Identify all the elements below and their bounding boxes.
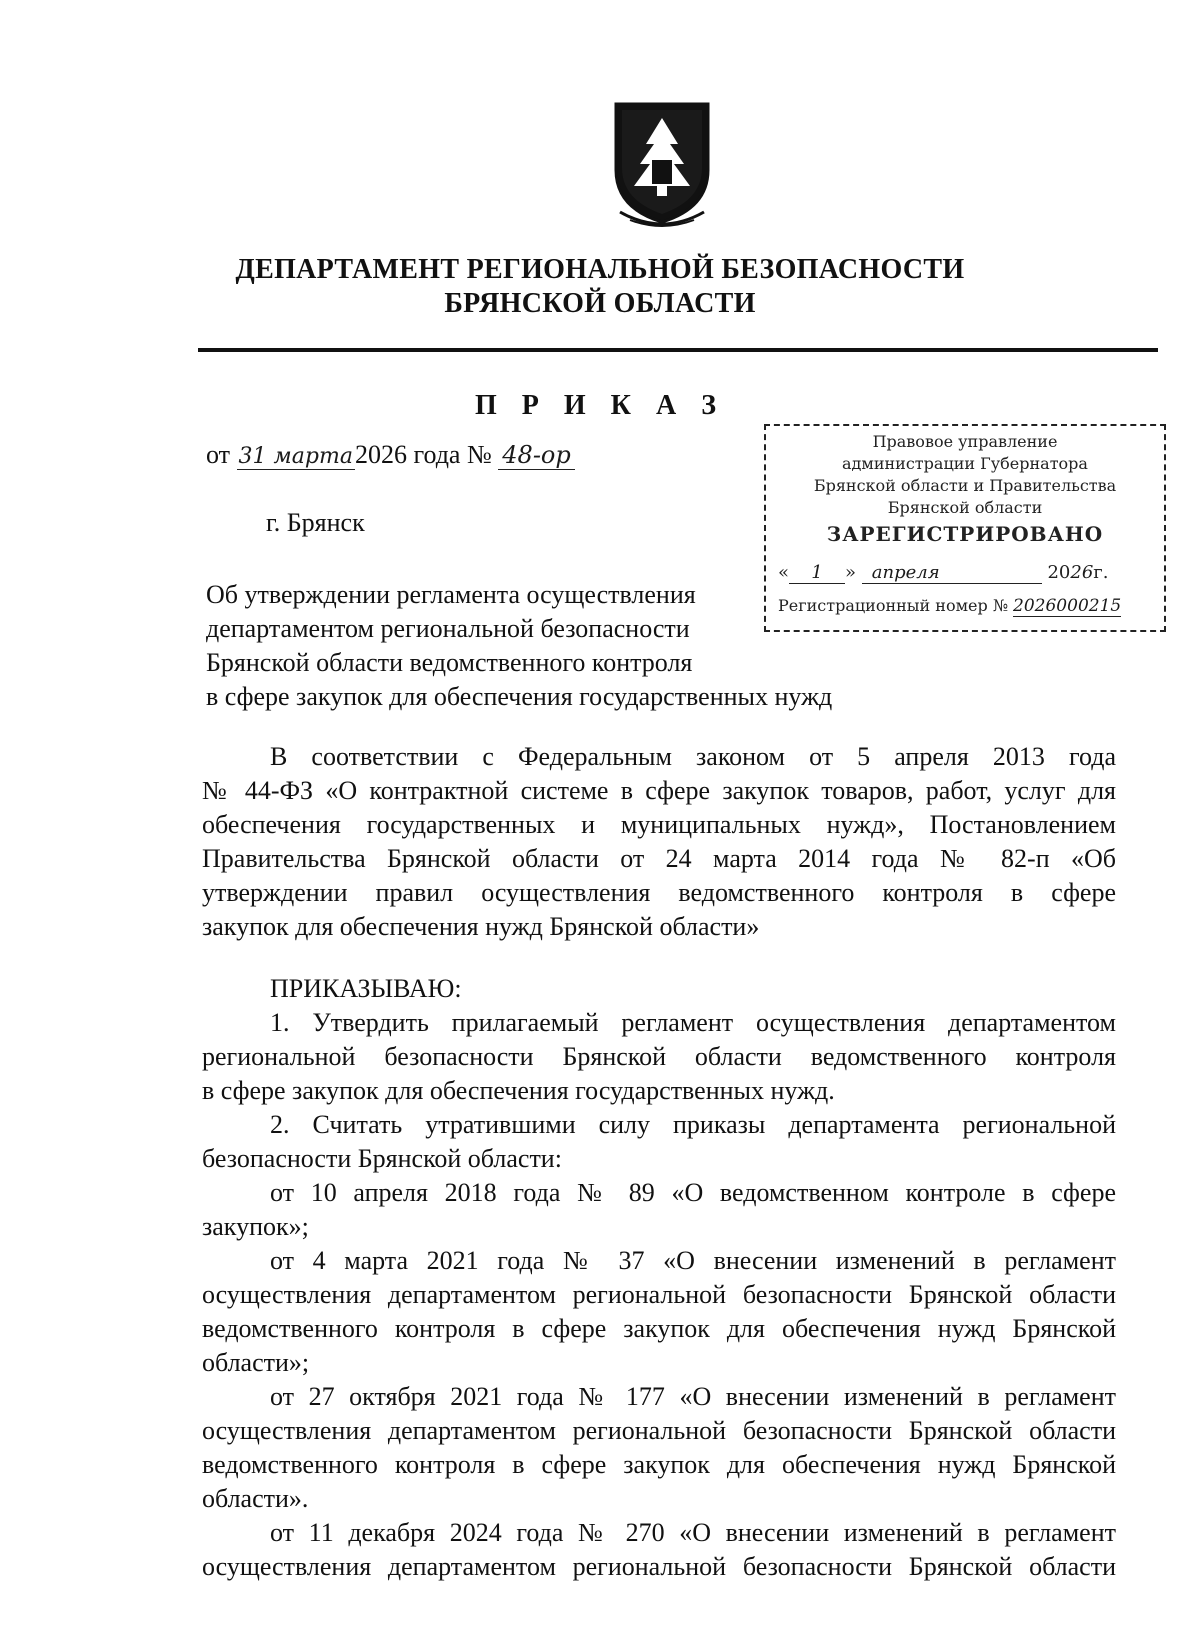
item-line: от 10 апреля 2018 года № 89 «О ведомственном контроле в сфере bbox=[270, 1178, 1116, 1207]
title-line: департаментом региональной безопасности bbox=[206, 614, 690, 643]
stamp-registered: ЗАРЕГИСТРИРОВАНО bbox=[826, 522, 1104, 546]
item-line: от 4 марта 2021 года № 37 «О внесении изменений в регламент bbox=[270, 1246, 1116, 1275]
item-line: ведомственного контроля в сфере закупок для обеспечения нужд Брянской bbox=[202, 1314, 1116, 1343]
stamp-line4: Брянской области bbox=[887, 498, 1043, 517]
item-line: от 27 октября 2021 года № 177 «О внесении изменений в регламент bbox=[270, 1382, 1116, 1411]
order-date-line bbox=[206, 440, 575, 470]
stamp-line1: Правовое управление bbox=[872, 432, 1058, 451]
stamp-year-prefix: 20 bbox=[1047, 562, 1071, 583]
item-line: от 11 декабря 2024 года № 270 «О внесении изменений в регламент bbox=[270, 1518, 1116, 1547]
item-line: ведомственного контроля в сфере закупок для обеспечения нужд Брянской bbox=[202, 1450, 1116, 1479]
item-line: региональной безопасности Брянской области ведомственного контроля bbox=[202, 1042, 1116, 1071]
item-line: области»; bbox=[202, 1348, 310, 1377]
stamp-year: 26 bbox=[1070, 562, 1094, 583]
department-title-line1: ДЕПАРТАМЕНТ РЕГИОНАЛЬНОЙ БЕЗОПАСНОСТИ bbox=[235, 254, 965, 285]
date-year: 2026 года № bbox=[354, 440, 492, 469]
stamp-day: 1 bbox=[789, 562, 845, 584]
preamble-line: закупок для обеспечения нужд Брянской области» bbox=[202, 912, 760, 941]
item-line: в сфере закупок для обеспечения государственных нужд. bbox=[202, 1076, 835, 1105]
order-word: ПРИКАЗЫВАЮ: bbox=[270, 974, 462, 1003]
preamble-line: обеспечения государственных и муниципальных нужд», Постановлением bbox=[202, 810, 1116, 839]
stamp-line2: администрации Губернатора bbox=[842, 454, 1088, 473]
preamble-line: Правительства Брянской области от 24 марта 2014 года № 82-п «Об bbox=[202, 844, 1116, 873]
header-divider bbox=[198, 348, 1158, 352]
stamp-line3: Брянской области и Правительства bbox=[813, 476, 1117, 495]
item-line: области». bbox=[202, 1484, 309, 1513]
date-prefix: от bbox=[206, 440, 231, 469]
item-line: безопасности Брянской области: bbox=[202, 1144, 562, 1173]
item-line: 2. Считать утратившими силу приказы департамента региональной bbox=[270, 1110, 1116, 1139]
stamp-reg-row bbox=[778, 596, 1156, 616]
stamp-date-row: « 1 » апреля 2026г. bbox=[778, 562, 1109, 583]
registration-stamp bbox=[764, 424, 1166, 632]
stamp-reg-number: 2026000215 bbox=[1013, 596, 1122, 616]
order-city: г. Брянск bbox=[266, 508, 365, 537]
item-line: закупок»; bbox=[202, 1212, 309, 1241]
item-line: осуществления департаментом региональной безопасности Брянской области bbox=[202, 1416, 1116, 1445]
stamp-year-suffix: г. bbox=[1093, 562, 1109, 583]
preamble-line: утверждении правил осуществления ведомственного контроля в сфере bbox=[202, 878, 1116, 907]
handwritten-order-number: 48-ор bbox=[498, 441, 574, 470]
title-line: Брянской области ведомственного контроля bbox=[206, 648, 693, 677]
coat-of-arms-emblem bbox=[610, 100, 714, 232]
item-line: 1. Утвердить прилагаемый регламент осуществления департаментом bbox=[270, 1008, 1116, 1037]
department-title-line2: БРЯНСКОЙ ОБЛАСТИ bbox=[444, 288, 756, 319]
title-line: в сфере закупок для обеспечения государственных нужд bbox=[206, 682, 833, 711]
preamble-line: В соответствии с Федеральным законом от 5 апреля 2013 года bbox=[270, 742, 1116, 771]
item-line: осуществления департаментом региональной безопасности Брянской области bbox=[202, 1280, 1116, 1309]
document-type-heading: П Р И К А З bbox=[475, 390, 725, 421]
stamp-reg-label: Регистрационный номер № bbox=[778, 596, 1008, 615]
item-line: осуществления департаментом региональной безопасности Брянской области bbox=[202, 1552, 1116, 1581]
preamble-line: № 44-ФЗ «О контрактной системе в сфере закупок товаров, работ, услуг для bbox=[202, 776, 1116, 805]
handwritten-date: 31 марта bbox=[238, 444, 353, 469]
stamp-month: апреля bbox=[862, 562, 1042, 584]
title-line: Об утверждении регламента осуществления bbox=[206, 580, 696, 609]
